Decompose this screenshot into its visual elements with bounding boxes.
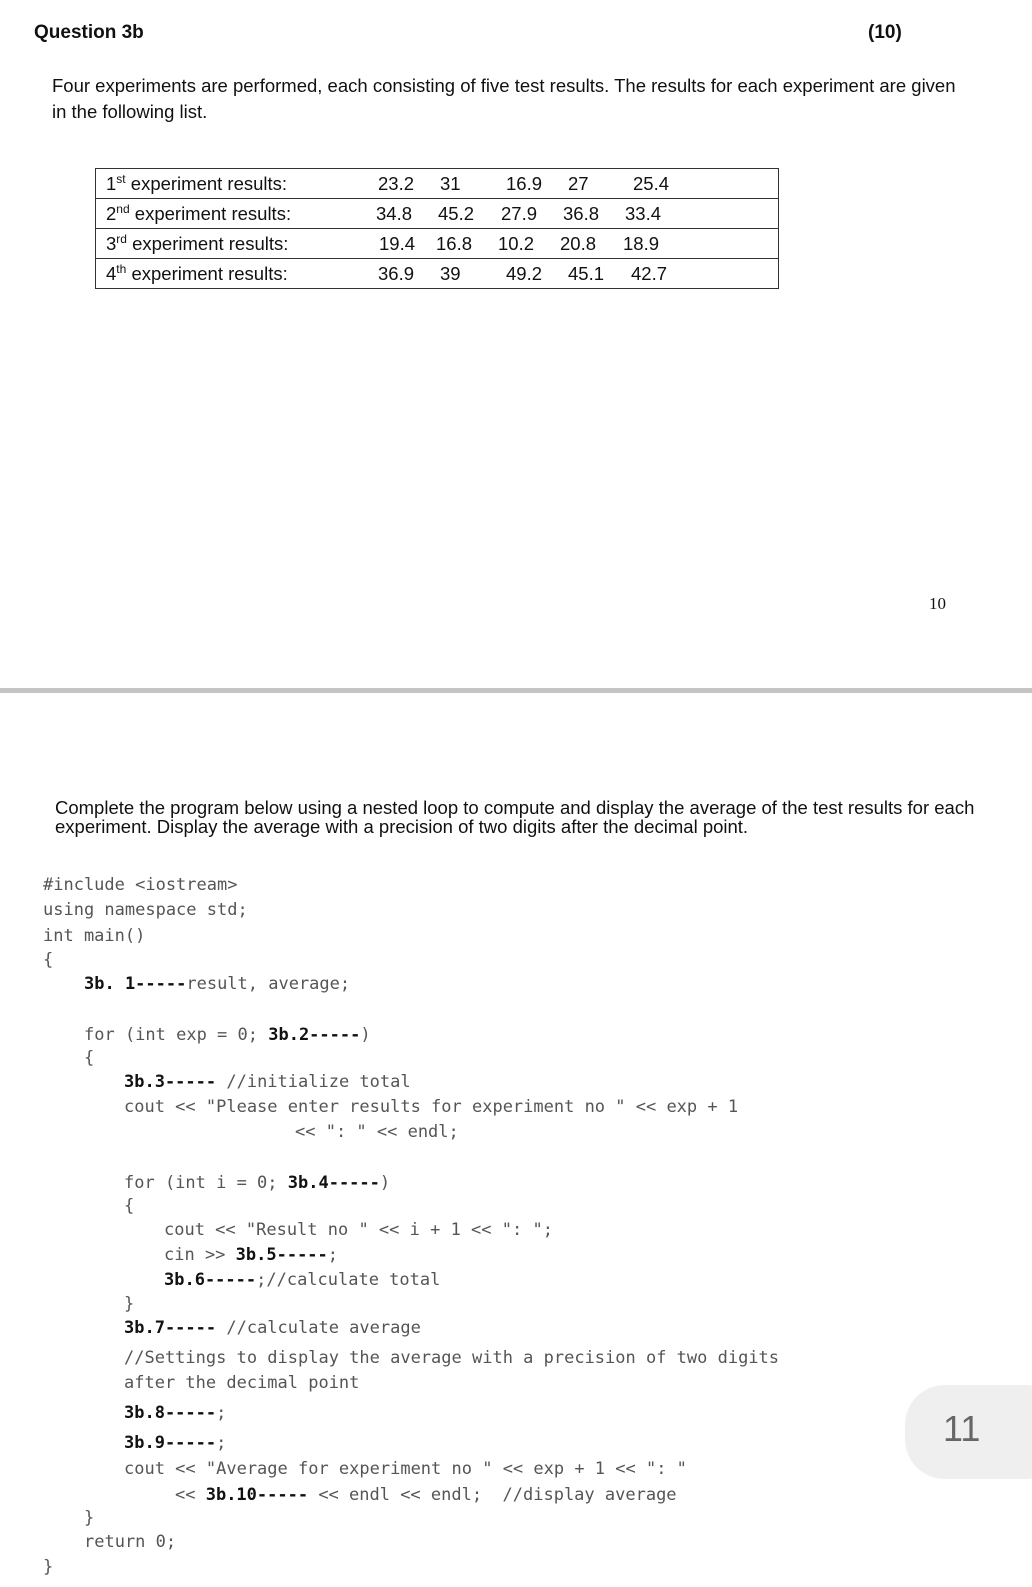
code-line: after the decimal point <box>124 1373 360 1393</box>
code-line: //Settings to display the average with a precision of two digits <box>124 1348 780 1368</box>
code-line: cout << "Result no " << i + 1 << ": "; <box>164 1220 553 1240</box>
page-number: 10 <box>929 594 946 613</box>
code-line: 3b. 1-----result, average; <box>84 974 351 994</box>
code-line: { <box>43 950 54 970</box>
code-line: using namespace std; <box>43 900 248 920</box>
code-line: cout << "Please enter results for experiment no " << exp + 1 <box>124 1097 739 1117</box>
results-table <box>95 168 779 289</box>
blank-3b9: 3b.9----- <box>124 1433 217 1453</box>
code-line: } <box>43 1557 54 1577</box>
cell-value: 25.4 <box>633 173 670 194</box>
code-line: } <box>124 1294 135 1314</box>
row-label: 3rd experiment results: <box>96 229 357 259</box>
question-title: Question 3b <box>34 22 144 43</box>
cell-value: 42.7 <box>631 263 668 284</box>
code-line: { <box>84 1048 95 1068</box>
code-line: return 0; <box>84 1532 177 1552</box>
table-row <box>96 229 779 259</box>
code-line: 3b.9-----; <box>124 1433 227 1453</box>
blank-3b1: 3b. 1----- <box>84 974 187 994</box>
code-line: 3b.3----- //initialize total <box>124 1072 411 1092</box>
cell-value: 36.8 <box>563 203 600 224</box>
page-divider <box>0 688 1032 693</box>
blank-3b10: 3b.10----- <box>205 1485 309 1505</box>
blank-3b8: 3b.8----- <box>124 1403 217 1423</box>
blank-3b3: 3b.3----- <box>124 1072 217 1092</box>
blank-3b2: 3b.2----- <box>268 1025 361 1045</box>
cell-value: 34.8 <box>376 203 413 224</box>
cell-value: 16.9 <box>506 173 543 194</box>
cell-value: 31 <box>440 173 461 194</box>
code-line: for (int i = 0; 3b.4-----) <box>124 1173 391 1193</box>
cell-value: 19.4 <box>379 233 416 254</box>
cell-value: 10.2 <box>498 233 535 254</box>
cell-value: 16.8 <box>436 233 473 254</box>
code-line: << 3b.10----- << endl << endl; //display average <box>175 1485 677 1505</box>
cell-value: 23.2 <box>378 173 415 194</box>
row-label: 1st experiment results: <box>96 169 357 199</box>
code-line: #include <iostream> <box>43 875 238 895</box>
intro-paragraph: Four experiments are performed, each consisting of five test results. The results for each experiment are given in the following list. <box>52 75 956 122</box>
code-line: } <box>84 1508 95 1528</box>
code-line: << ": " << endl; <box>295 1122 459 1142</box>
blank-3b5: 3b.5----- <box>235 1245 328 1265</box>
cell-value: 18.9 <box>623 233 660 254</box>
cell-value: 20.8 <box>560 233 597 254</box>
instruction-paragraph: Complete the program below using a nested loop to compute and display the average of the test results for each experiment. Display the average with a precision of two digits after the decimal point. <box>55 797 975 837</box>
cell-value: 45.1 <box>568 263 605 284</box>
blank-3b7: 3b.7----- <box>124 1318 217 1338</box>
code-line: { <box>124 1196 135 1216</box>
code-line: cout << "Average for experiment no " << exp + 1 << ": " <box>124 1459 687 1479</box>
blank-3b4: 3b.4----- <box>287 1173 380 1193</box>
row-label: 4th experiment results: <box>96 259 357 289</box>
cell-value: 27.9 <box>501 203 538 224</box>
cell-value: 45.2 <box>438 203 475 224</box>
cell-value: 49.2 <box>506 263 543 284</box>
code-line: for (int exp = 0; 3b.2-----) <box>84 1025 371 1045</box>
table-row <box>96 199 779 229</box>
cell-value: 36.9 <box>378 263 415 284</box>
cell-value: 33.4 <box>625 203 662 224</box>
question-marks: (10) <box>868 22 902 43</box>
row-label: 2nd experiment results: <box>96 199 357 229</box>
table-row <box>96 259 779 289</box>
code-line: 3b.8-----; <box>124 1403 227 1423</box>
code-line: int main() <box>43 926 146 946</box>
cell-value: 39 <box>440 263 461 284</box>
page-number: 11 <box>943 1408 981 1449</box>
table-row <box>96 169 779 199</box>
code-line: 3b.7----- //calculate average <box>124 1318 421 1338</box>
code-line: 3b.6-----;//calculate total <box>164 1270 441 1290</box>
cell-value: 27 <box>568 173 589 194</box>
code-line: cin >> 3b.5-----; <box>164 1245 339 1265</box>
blank-3b6: 3b.6----- <box>164 1270 257 1290</box>
